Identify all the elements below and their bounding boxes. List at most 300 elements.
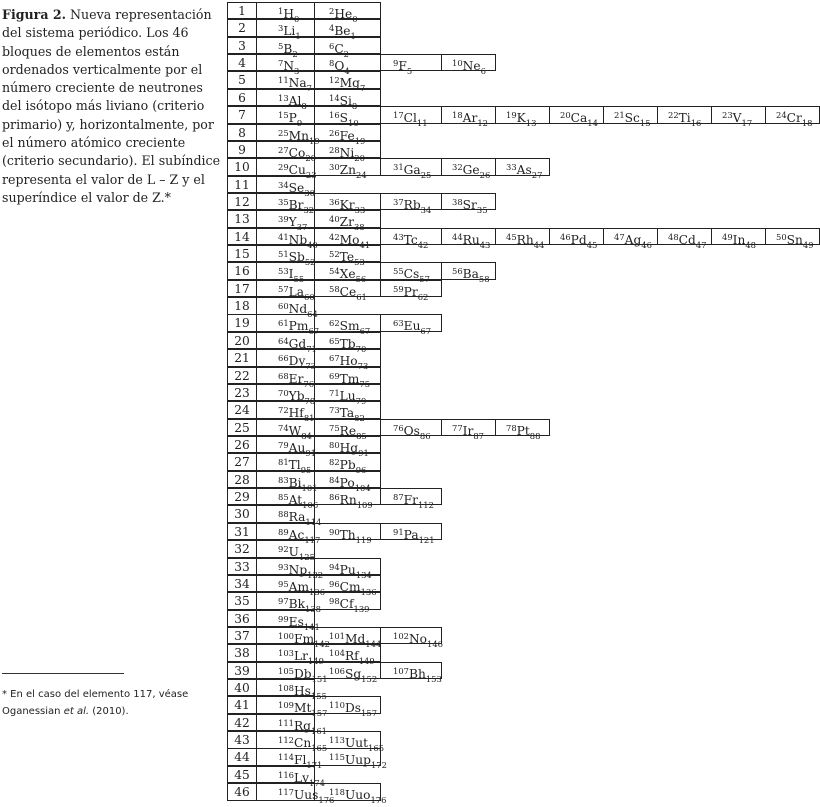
neutron-excess: 101 bbox=[301, 482, 318, 493]
element-symbol: Bk bbox=[288, 597, 306, 612]
atomic-number: 49 bbox=[722, 231, 733, 242]
element-symbol: Md bbox=[345, 631, 366, 646]
block-number: 38 bbox=[227, 644, 257, 661]
neutron-excess: 19 bbox=[354, 135, 366, 146]
table-row bbox=[227, 627, 444, 649]
element-symbol: P bbox=[288, 111, 297, 126]
element-symbol: Ag bbox=[624, 232, 642, 247]
neutron-excess: 176 bbox=[370, 795, 387, 806]
neutron-excess: 73 bbox=[305, 361, 317, 372]
atomic-number: 40 bbox=[329, 214, 340, 225]
element-cell bbox=[314, 436, 381, 458]
footnote-text: * En el caso del elemento 117, véase Oganessian bbox=[2, 689, 189, 717]
neutron-excess: 27 bbox=[531, 170, 543, 181]
neutron-excess: 149 bbox=[358, 656, 375, 667]
table-row bbox=[227, 610, 320, 632]
table-row bbox=[227, 644, 381, 667]
element-symbol: Sn bbox=[786, 232, 803, 247]
element-cell bbox=[314, 419, 381, 441]
element-symbol: Bh bbox=[409, 666, 426, 681]
neutron-excess: 176 bbox=[318, 795, 335, 806]
table-row bbox=[227, 124, 381, 146]
atomic-number: 79 bbox=[278, 440, 289, 450]
atomic-number: 88 bbox=[278, 509, 289, 520]
neutron-excess: 46 bbox=[641, 239, 652, 250]
neutron-excess: 157 bbox=[361, 708, 378, 719]
block-number: 18 bbox=[227, 297, 257, 314]
neutron-excess: 32 bbox=[303, 204, 315, 215]
table-row bbox=[227, 314, 442, 337]
element-cell bbox=[256, 731, 328, 754]
atomic-number: 92 bbox=[278, 544, 289, 555]
neutron-excess: 35 bbox=[476, 204, 488, 215]
atomic-number: 10 bbox=[452, 58, 463, 69]
element-cell bbox=[765, 228, 820, 250]
atomic-number: 3 bbox=[278, 23, 284, 34]
atomic-number: 96 bbox=[329, 578, 340, 589]
atomic-number: 39 bbox=[278, 214, 289, 225]
block-number: 14 bbox=[227, 228, 257, 245]
block-number: 6 bbox=[227, 89, 257, 106]
table-row bbox=[227, 679, 327, 702]
element-cell bbox=[380, 488, 442, 511]
element-symbol: Pb bbox=[339, 458, 356, 473]
table-row bbox=[227, 436, 381, 458]
element-cell bbox=[256, 54, 315, 77]
atomic-number: 86 bbox=[329, 492, 340, 503]
element-cell bbox=[441, 262, 496, 285]
neutron-excess: 26 bbox=[479, 170, 491, 181]
footnote-tail: (2010). bbox=[89, 706, 129, 717]
atomic-number: 28 bbox=[329, 144, 340, 155]
element-symbol: Xe bbox=[339, 267, 356, 282]
atomic-number: 114 bbox=[278, 752, 294, 763]
atomic-number: 18 bbox=[452, 110, 463, 121]
footnote-divider bbox=[2, 673, 124, 674]
element-cell bbox=[549, 228, 604, 250]
atomic-number: 11 bbox=[278, 75, 289, 86]
atomic-number: 74 bbox=[278, 422, 289, 433]
element-cell bbox=[314, 245, 381, 268]
table-row bbox=[227, 419, 550, 441]
atomic-number: 8 bbox=[329, 58, 335, 69]
neutron-excess: 142 bbox=[314, 638, 331, 649]
element-symbol: Nb bbox=[288, 232, 308, 247]
element-symbol: Es bbox=[288, 614, 304, 629]
atomic-number: 91 bbox=[393, 526, 404, 537]
table-row bbox=[227, 158, 550, 181]
element-cell bbox=[256, 89, 315, 111]
neutron-excess: 132 bbox=[307, 569, 324, 580]
atomic-number: 29 bbox=[278, 162, 289, 173]
atomic-number: 59 bbox=[393, 283, 404, 294]
neutron-excess: 84 bbox=[301, 430, 312, 441]
element-symbol: Cs bbox=[403, 267, 420, 282]
neutron-excess: 104 bbox=[354, 482, 371, 493]
element-cell bbox=[256, 71, 315, 94]
element-symbol: U bbox=[288, 545, 299, 560]
element-symbol: Rh bbox=[516, 232, 534, 247]
atomic-number: 64 bbox=[278, 335, 289, 346]
element-cell bbox=[256, 662, 328, 684]
element-cell bbox=[256, 158, 317, 181]
neutron-excess: 16 bbox=[690, 118, 702, 129]
element-symbol: Yb bbox=[288, 388, 305, 403]
element-symbol: Ca bbox=[570, 111, 588, 126]
neutron-excess: 17 bbox=[741, 118, 753, 129]
atomic-number: 26 bbox=[329, 127, 340, 138]
atomic-number: 55 bbox=[393, 266, 404, 277]
element-symbol: Po bbox=[339, 475, 355, 490]
neutron-excess: 40 bbox=[307, 239, 318, 250]
block-number: 35 bbox=[227, 592, 257, 609]
block-number: 30 bbox=[227, 505, 257, 522]
element-symbol: Ti bbox=[678, 111, 691, 126]
element-symbol: Rf bbox=[345, 649, 359, 664]
element-symbol: O bbox=[334, 59, 345, 74]
element-symbol: N bbox=[283, 59, 295, 74]
element-cell bbox=[314, 453, 381, 476]
neutron-excess: 121 bbox=[418, 534, 435, 545]
neutron-excess: 165 bbox=[368, 743, 385, 754]
element-cell bbox=[256, 714, 327, 736]
atomic-number: 66 bbox=[278, 353, 289, 364]
element-cell bbox=[256, 280, 315, 302]
table-row bbox=[227, 332, 381, 354]
block-number: 29 bbox=[227, 488, 257, 505]
atomic-number: 112 bbox=[278, 735, 294, 746]
atomic-number: 110 bbox=[329, 700, 345, 711]
element-cell bbox=[256, 2, 315, 24]
neutron-excess: 3 bbox=[294, 66, 300, 77]
element-cell bbox=[380, 523, 442, 545]
neutron-excess: 8 bbox=[351, 100, 358, 111]
block-number: 17 bbox=[227, 280, 257, 297]
atomic-number: 102 bbox=[393, 630, 409, 641]
table-row bbox=[227, 141, 381, 163]
element-symbol: Ne bbox=[462, 59, 481, 74]
table-row bbox=[227, 228, 820, 250]
atomic-number: 53 bbox=[278, 266, 289, 277]
element-cell bbox=[314, 367, 381, 389]
atomic-number: 81 bbox=[278, 457, 289, 468]
element-symbol: Te bbox=[339, 250, 355, 265]
atomic-number: 106 bbox=[329, 665, 345, 676]
footnote-italic: et al. bbox=[63, 706, 90, 717]
atomic-number: 104 bbox=[329, 648, 345, 659]
atomic-number: 46 bbox=[560, 231, 571, 242]
table-row bbox=[227, 453, 381, 476]
element-symbol: In bbox=[732, 232, 746, 247]
block-number: 21 bbox=[227, 349, 257, 366]
element-cell bbox=[314, 401, 381, 424]
element-symbol: Fl bbox=[294, 753, 307, 768]
neutron-excess: 7 bbox=[306, 83, 312, 94]
element-symbol: Ni bbox=[339, 145, 355, 160]
neutron-excess: 58 bbox=[478, 274, 490, 285]
element-cell bbox=[314, 488, 381, 511]
element-symbol: Tl bbox=[288, 458, 301, 473]
element-cell bbox=[256, 419, 315, 441]
neutron-excess: 75 bbox=[359, 378, 371, 389]
element-cell bbox=[256, 748, 323, 771]
atomic-number: 105 bbox=[278, 665, 294, 676]
atomic-number: 36 bbox=[329, 196, 340, 207]
neutron-excess: 67 bbox=[420, 326, 432, 337]
neutron-excess: 34 bbox=[420, 204, 432, 215]
atomic-number: 72 bbox=[278, 405, 289, 416]
neutron-excess: 24 bbox=[356, 170, 367, 181]
element-symbol: Tc bbox=[403, 232, 418, 247]
element-cell bbox=[256, 141, 317, 163]
neutron-excess: 85 bbox=[356, 430, 367, 441]
element-symbol: Cu bbox=[288, 163, 306, 178]
block-number: 7 bbox=[227, 106, 257, 123]
atomic-number: 58 bbox=[329, 283, 340, 294]
atomic-number: 117 bbox=[278, 787, 294, 798]
neutron-excess: 18 bbox=[801, 118, 813, 129]
element-symbol: Ra bbox=[288, 510, 306, 525]
neutron-excess: 112 bbox=[417, 500, 434, 511]
neutron-excess: 56 bbox=[355, 274, 367, 285]
table-row bbox=[227, 401, 381, 424]
table-row bbox=[227, 714, 327, 736]
atomic-number: 51 bbox=[278, 249, 289, 260]
element-symbol: Nd bbox=[288, 302, 308, 317]
element-symbol: S bbox=[339, 111, 349, 126]
neutron-excess: 0 bbox=[352, 14, 358, 24]
element-symbol: Na bbox=[288, 76, 307, 91]
atomic-number: 9 bbox=[393, 58, 399, 69]
neutron-excess: 64 bbox=[307, 309, 318, 320]
neutron-excess: 1 bbox=[350, 31, 356, 42]
table-row bbox=[227, 37, 381, 59]
atomic-number: 24 bbox=[776, 110, 787, 121]
neutron-excess: 45 bbox=[586, 239, 598, 250]
neutron-excess: 79 bbox=[355, 395, 367, 406]
block-number: 25 bbox=[227, 419, 257, 436]
element-cell bbox=[256, 523, 321, 545]
neutron-excess: 38 bbox=[353, 222, 365, 233]
neutron-excess: 91 bbox=[305, 448, 316, 458]
neutron-excess: 141 bbox=[303, 621, 320, 632]
element-symbol: Mn bbox=[288, 128, 310, 143]
element-symbol: Db bbox=[294, 666, 312, 681]
neutron-excess: 96 bbox=[355, 465, 367, 476]
neutron-excess: 155 bbox=[310, 691, 327, 702]
atomic-number: 113 bbox=[329, 735, 345, 746]
element-cell bbox=[441, 106, 496, 129]
element-cell bbox=[495, 419, 550, 441]
table-row bbox=[227, 176, 315, 198]
element-cell bbox=[441, 54, 496, 77]
table-row bbox=[227, 592, 381, 615]
neutron-excess: 151 bbox=[311, 673, 328, 684]
atomic-number: 65 bbox=[329, 335, 340, 346]
neutron-excess: 106 bbox=[302, 500, 319, 511]
atomic-number: 30 bbox=[329, 162, 340, 173]
element-symbol: Cr bbox=[786, 111, 802, 126]
element-cell bbox=[256, 627, 331, 649]
element-cell bbox=[256, 644, 324, 667]
block-number: 45 bbox=[227, 766, 257, 783]
element-symbol: Tb bbox=[339, 336, 356, 351]
neutron-excess: 10 bbox=[348, 118, 359, 129]
atomic-number: 69 bbox=[329, 370, 340, 381]
block-number: 24 bbox=[227, 401, 257, 418]
neutron-excess: 144 bbox=[365, 638, 382, 649]
atomic-number: 31 bbox=[393, 162, 404, 173]
block-number: 3 bbox=[227, 37, 257, 54]
table-row bbox=[227, 766, 325, 788]
table-row bbox=[227, 558, 381, 580]
neutron-excess: 157 bbox=[311, 708, 328, 719]
atomic-number: 98 bbox=[329, 596, 340, 607]
element-cell bbox=[657, 228, 712, 250]
element-symbol: Ga bbox=[403, 163, 421, 178]
element-cell bbox=[256, 384, 316, 406]
neutron-excess: 88 bbox=[529, 430, 541, 441]
atomic-number: 95 bbox=[278, 578, 289, 589]
element-symbol: Zr bbox=[339, 215, 354, 230]
neutron-excess: 44 bbox=[533, 239, 545, 250]
neutron-excess: 49 bbox=[802, 239, 814, 250]
atomic-number: 47 bbox=[614, 231, 625, 242]
element-cell bbox=[256, 210, 315, 233]
element-symbol: Rg bbox=[294, 718, 311, 733]
element-symbol: Uup bbox=[345, 753, 371, 768]
element-cell bbox=[380, 262, 442, 285]
atomic-number: 5 bbox=[278, 40, 284, 51]
element-cell bbox=[256, 540, 315, 563]
neutron-excess: 5 bbox=[406, 66, 413, 77]
element-symbol: Ds bbox=[345, 701, 362, 716]
neutron-excess: 41 bbox=[359, 239, 371, 250]
atomic-number: 52 bbox=[329, 249, 340, 260]
atomic-number: 45 bbox=[506, 231, 517, 242]
neutron-excess: 13 bbox=[525, 118, 537, 129]
element-symbol: Ac bbox=[288, 527, 305, 542]
block-number: 11 bbox=[227, 176, 257, 193]
element-cell bbox=[314, 141, 381, 163]
element-symbol: Eu bbox=[403, 319, 421, 334]
neutron-excess: 134 bbox=[355, 569, 372, 580]
element-cell bbox=[314, 2, 381, 24]
atomic-number: 7 bbox=[278, 58, 284, 69]
element-symbol: Lr bbox=[294, 649, 308, 664]
element-symbol: Cm bbox=[339, 579, 361, 594]
element-symbol: Th bbox=[339, 527, 356, 542]
atomic-number: 85 bbox=[278, 492, 289, 503]
atomic-number: 54 bbox=[329, 266, 340, 277]
neutron-excess: 55 bbox=[293, 274, 305, 285]
table-row bbox=[227, 523, 442, 545]
figure-label: Figura 2. bbox=[2, 7, 67, 22]
table-row bbox=[227, 540, 315, 563]
element-cell bbox=[380, 419, 442, 441]
table-row bbox=[227, 384, 381, 406]
element-symbol: Sg bbox=[345, 666, 362, 681]
element-cell bbox=[441, 228, 496, 250]
element-symbol: Mg bbox=[339, 76, 360, 91]
element-cell bbox=[495, 106, 550, 129]
element-cell bbox=[314, 89, 381, 111]
element-symbol: Rb bbox=[403, 197, 421, 212]
element-cell bbox=[314, 19, 381, 42]
table-row bbox=[227, 19, 381, 42]
element-symbol: Lv bbox=[294, 770, 309, 785]
atomic-number: 68 bbox=[278, 370, 289, 381]
neutron-excess: 2 bbox=[292, 48, 298, 59]
neutron-excess: 52 bbox=[304, 257, 316, 268]
atomic-number: 1 bbox=[278, 6, 284, 16]
block-number: 43 bbox=[227, 731, 257, 748]
element-cell bbox=[256, 783, 335, 806]
element-cell bbox=[256, 106, 315, 129]
element-symbol: Pa bbox=[403, 527, 419, 542]
element-cell bbox=[314, 523, 381, 545]
element-symbol: Sm bbox=[339, 319, 360, 334]
table-row bbox=[227, 210, 381, 233]
element-symbol: Os bbox=[403, 423, 420, 438]
atomic-number: 35 bbox=[278, 196, 289, 207]
atomic-number: 107 bbox=[393, 665, 409, 676]
atomic-number: 43 bbox=[393, 231, 404, 242]
element-cell bbox=[314, 696, 381, 719]
element-cell bbox=[380, 314, 442, 337]
neutron-excess: 33 bbox=[354, 204, 366, 215]
block-number: 41 bbox=[227, 696, 257, 713]
neutron-excess: 6 bbox=[480, 66, 486, 77]
element-symbol: Pd bbox=[570, 232, 587, 247]
neutron-excess: 57 bbox=[419, 274, 430, 285]
atomic-number: 116 bbox=[278, 769, 294, 780]
element-symbol: Ru bbox=[462, 232, 480, 247]
atomic-number: 87 bbox=[393, 492, 404, 503]
element-symbol: Er bbox=[288, 371, 304, 386]
element-symbol: Uuo bbox=[345, 788, 371, 803]
block-number: 16 bbox=[227, 262, 257, 279]
atomic-number: 21 bbox=[614, 110, 625, 121]
table-row bbox=[227, 262, 496, 285]
atomic-number: 84 bbox=[329, 474, 340, 485]
element-symbol: Be bbox=[334, 24, 351, 39]
atomic-number: 27 bbox=[278, 144, 289, 155]
element-cell bbox=[256, 471, 318, 493]
atomic-number: 99 bbox=[278, 613, 289, 624]
atomic-number: 77 bbox=[452, 422, 463, 433]
element-cell bbox=[314, 471, 381, 493]
element-cell bbox=[380, 280, 442, 302]
neutron-excess: 12 bbox=[477, 118, 488, 129]
neutron-excess: 70 bbox=[355, 343, 367, 354]
table-row bbox=[227, 367, 381, 389]
neutron-excess: 136 bbox=[360, 586, 377, 597]
atomic-number: 93 bbox=[278, 561, 289, 572]
element-cell bbox=[256, 679, 327, 702]
element-cell bbox=[441, 193, 496, 215]
neutron-excess: 82 bbox=[354, 413, 365, 424]
element-cell bbox=[314, 280, 381, 302]
element-symbol: Tm bbox=[339, 371, 360, 386]
element-symbol: Cl bbox=[403, 111, 417, 126]
element-symbol: B bbox=[283, 41, 293, 56]
atomic-number: 15 bbox=[278, 110, 289, 121]
element-symbol: Ge bbox=[462, 163, 480, 178]
element-cell bbox=[256, 436, 316, 458]
element-symbol: Br bbox=[288, 197, 304, 212]
element-symbol: Fr bbox=[403, 493, 418, 508]
